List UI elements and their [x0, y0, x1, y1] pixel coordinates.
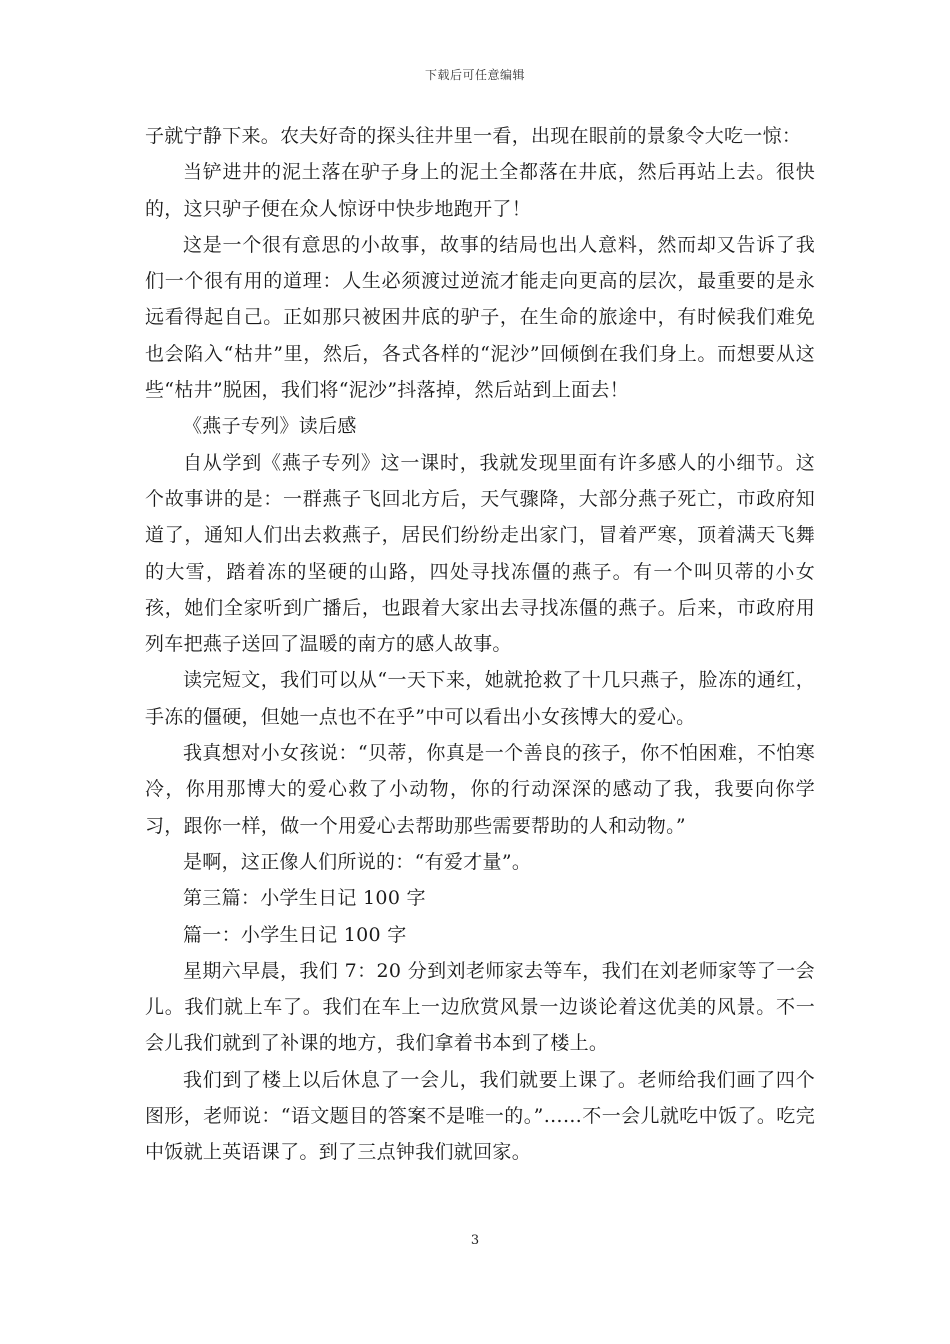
paragraph: 自从学到《燕子专列》这一课时，我就发现里面有许多感人的小细节。这个故事讲的是：一群燕子飞回北方后，天气骤降，大部分燕子死亡，市政府知道了，通知人们出去救燕子，居民们纷纷走出家门，冒着严寒，顶着满天飞舞的大雪，踏着冻的坚硬的山路，四处寻找冻僵的燕子。有一个叫贝蒂的小女孩，她们全家听到广播后，也跟着大家出去寻找冻僵的燕子。后来，市政府用列车把燕子送回了温暖的南方的感人故事。 [145, 451, 815, 656]
paragraph: 我真想对小女孩说：“贝蒂，你真是一个善良的孩子，你不怕困难，不怕寒冷，你用那博大的爱心救了小动物，你的行动深深的感动了我，我要向你学习，跟你一样，做一个用爱心去帮助那些需要帮助的人和动物。” [145, 742, 815, 837]
section-title: 第三篇：小学生日记 100 字 [183, 887, 426, 910]
page-number: 3 [470, 1233, 480, 1248]
section-title: 《燕子专列》读后感 [183, 415, 357, 438]
section-title: 篇一：小学生日记 100 字 [183, 923, 407, 946]
page-header: 下载后可任意编辑 [424, 68, 525, 82]
paragraph: 这是一个很有意思的小故事，故事的结局也出人意料，然而却又告诉了我们一个很有用的道理：人生必须渡过逆流才能走向更高的层次，最重要的是永远看得起自己。正如那只被困井底的驴子，在生命的旅途中，有时候我们难免也会陷入“枯井”里，然后，各式各样的“泥沙”回倾倒在我们身上。而想要从这些“枯井”脱困，我们将“泥沙”抖落掉，然后站到上面去！ [145, 233, 815, 402]
paragraph: 当铲进井的泥土落在驴子身上的泥土全都落在井底，然后再站上去。很快的，这只驴子便在众人惊讶中快步地跑开了！ [145, 161, 815, 220]
paragraph: 我们到了楼上以后休息了一会儿，我们就要上课了。老师给我们画了四个图形，老师说：“语文题目的答案不是唯一的。”……不一会儿就吃中饭了。吃完中饭就上英语课了。到了三点钟我们就回家。 [145, 1068, 815, 1164]
document-body [145, 118, 815, 1171]
paragraph: 星期六早晨，我们 7：20 分到刘老师家去等车，我们在刘老师家等了一会儿。我们就上车了。我们在车上一边欣赏风景一边谈论着这优美的风景。不一会儿我们就到了补课的地方，我们拿着书本到了楼上。 [145, 959, 815, 1055]
paragraph: 子就宁静下来。农夫好奇的探头往井里一看，出现在眼前的景象令大吃一惊： [145, 125, 802, 147]
paragraph: 是啊，这正像人们所说的：“有爱才量”。 [183, 850, 532, 873]
paragraph: 读完短文，我们可以从“一天下来，她就抢救了十几只燕子，脸冻的通红，手冻的僵硬，但她一点也不在乎”中可以看出小女孩博大的爱心。 [145, 669, 815, 728]
